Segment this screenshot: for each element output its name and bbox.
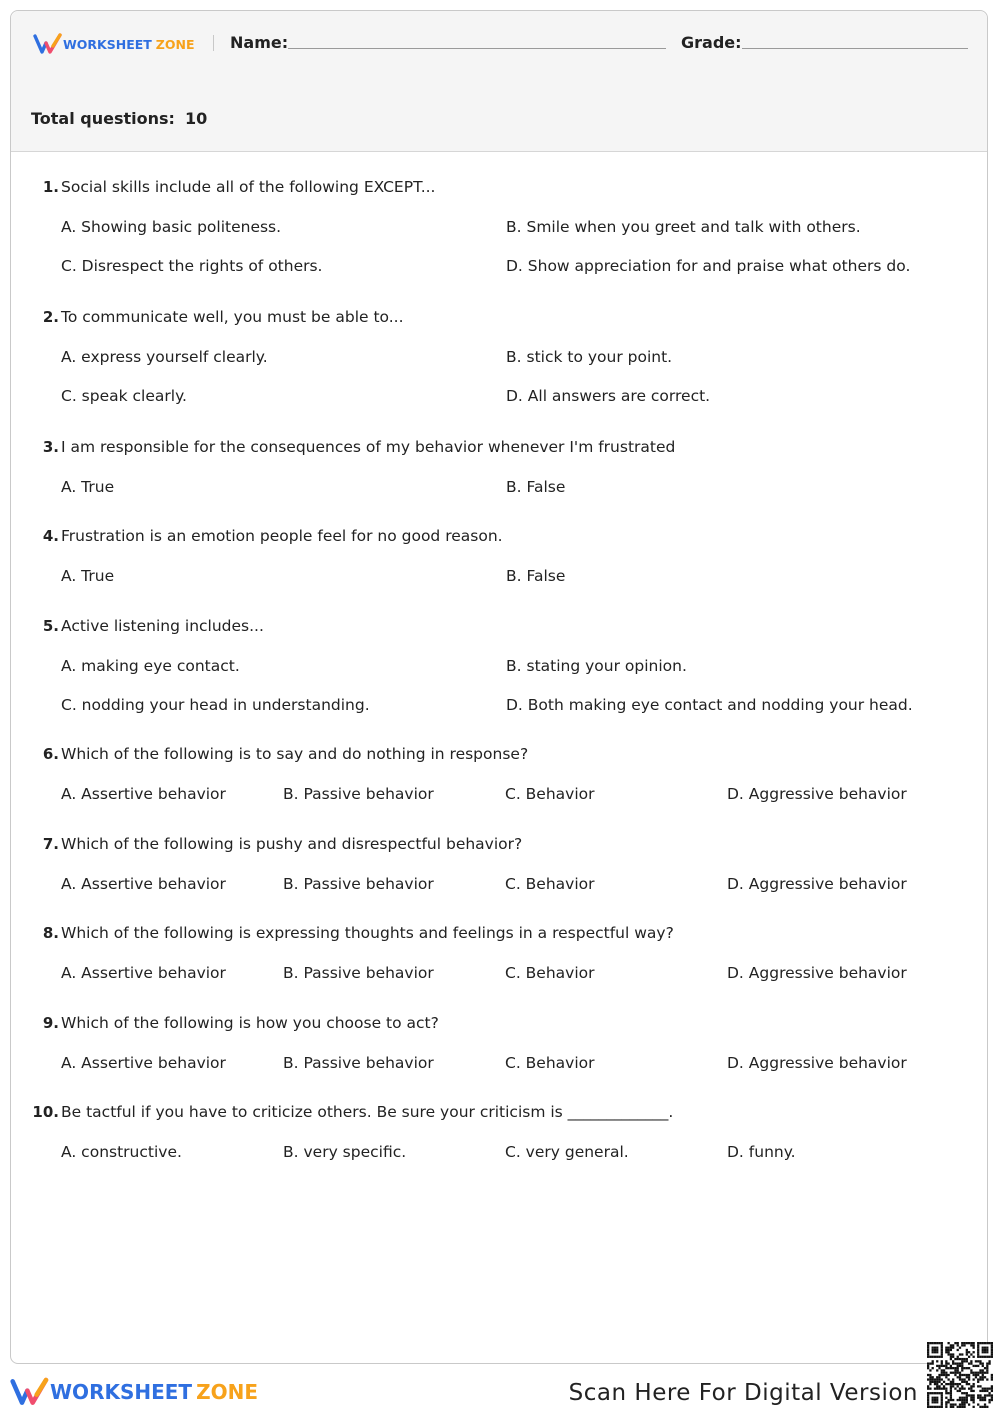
footer-logo-icon [10,1377,50,1407]
question-text: Which of the following is expressing thoughts and feelings in a respectful way? [61,924,674,942]
question-number: 1. [42,178,59,196]
grade-label: Grade: [681,33,742,52]
name-field-line[interactable] [288,48,666,49]
answer-option[interactable]: C. Behavior [505,875,595,893]
answer-option[interactable]: C. Disrespect the rights of others. [61,257,323,275]
brand-logo-icon [33,33,63,55]
answer-option[interactable]: B. Passive behavior [283,785,434,803]
answer-option[interactable]: B. stating your opinion. [506,657,687,675]
question-text: Social skills include all of the following EXCEPT... [61,178,436,196]
answer-option[interactable]: C. Behavior [505,964,595,982]
question-text: Frustration is an emotion people feel for no good reason. [61,527,503,545]
answer-option[interactable]: A. constructive. [61,1143,182,1161]
scan-text: Scan Here For Digital Version [568,1380,918,1406]
question-text: To communicate well, you must be able to... [61,308,404,326]
answer-option[interactable]: C. nodding your head in understanding. [61,696,370,714]
question-text: Be tactful if you have to criticize others. Be sure your criticism is _____________. [61,1103,674,1121]
answer-option[interactable]: C. Behavior [505,1054,595,1072]
brand-logo [33,33,195,55]
answer-option[interactable]: A. Assertive behavior [61,964,226,982]
answer-option[interactable]: B. Smile when you greet and talk with others. [506,218,861,236]
answer-option[interactable]: B. False [506,478,566,496]
footer-brand-logo [10,1377,258,1407]
header-divider [213,35,214,51]
answer-option[interactable]: D. Aggressive behavior [727,964,907,982]
answer-option[interactable]: A. True [61,478,115,496]
answer-option[interactable]: B. False [506,567,566,585]
question-text: Which of the following is pushy and disrespectful behavior? [61,835,523,853]
question-number: 10. [32,1103,59,1121]
answer-option[interactable]: B. Passive behavior [283,964,434,982]
answer-option[interactable]: D. funny. [727,1143,796,1161]
question-number: 6. [42,745,59,763]
answer-option[interactable]: C. very general. [505,1143,629,1161]
question-number: 5. [42,617,59,635]
question-number: 8. [42,924,59,942]
answer-option[interactable]: B. Passive behavior [283,1054,434,1072]
qr-code-icon[interactable] [927,1342,993,1408]
footer-brand-word-worksheet: WORKSHEET [50,1380,193,1404]
answer-option[interactable]: A. Assertive behavior [61,785,226,803]
question-text: Active listening includes... [61,617,264,635]
question-number: 3. [42,438,59,456]
answer-option[interactable]: A. True [61,567,115,585]
question-number: 9. [42,1014,59,1032]
answer-option[interactable]: A. Assertive behavior [61,1054,226,1072]
answer-option[interactable]: A. Assertive behavior [61,875,226,893]
question-number: 2. [42,308,59,326]
answer-option[interactable]: D. Aggressive behavior [727,1054,907,1072]
answer-option[interactable]: D. Aggressive behavior [727,785,907,803]
total-questions-label: Total questions: [31,109,175,128]
answer-option[interactable]: A. Showing basic politeness. [61,218,282,236]
answer-option[interactable]: C. Behavior [505,785,595,803]
answer-option[interactable]: D. Aggressive behavior [727,875,907,893]
question-text: Which of the following is how you choose to act? [61,1014,439,1032]
total-questions-value: 10 [184,109,208,128]
answer-option[interactable]: B. stick to your point. [506,348,673,366]
brand-word-zone: ZONE [155,36,195,52]
question-number: 4. [42,527,59,545]
total-questions [31,109,207,128]
answer-option[interactable]: B. Passive behavior [283,875,434,893]
footer-brand-word-zone: ZONE [196,1380,258,1404]
answer-option[interactable]: D. Show appreciation for and praise what others do. [506,257,911,275]
name-label: Name: [230,33,289,52]
question-number: 7. [42,835,59,853]
answer-option[interactable]: B. very specific. [283,1143,407,1161]
worksheet-page [10,10,988,1364]
answer-option[interactable]: A. express yourself clearly. [61,348,268,366]
answer-option[interactable]: C. speak clearly. [61,387,187,405]
grade-field-line[interactable] [742,48,968,49]
answer-option[interactable]: D. Both making eye contact and nodding your head. [506,696,913,714]
answer-option[interactable]: A. making eye contact. [61,657,240,675]
brand-word-worksheet: WORKSHEET [63,36,152,52]
question-text: I am responsible for the consequences of my behavior whenever I'm frustrated [61,438,676,456]
worksheet-header [11,11,987,152]
question-text: Which of the following is to say and do nothing in response? [61,745,529,763]
answer-option[interactable]: D. All answers are correct. [506,387,711,405]
